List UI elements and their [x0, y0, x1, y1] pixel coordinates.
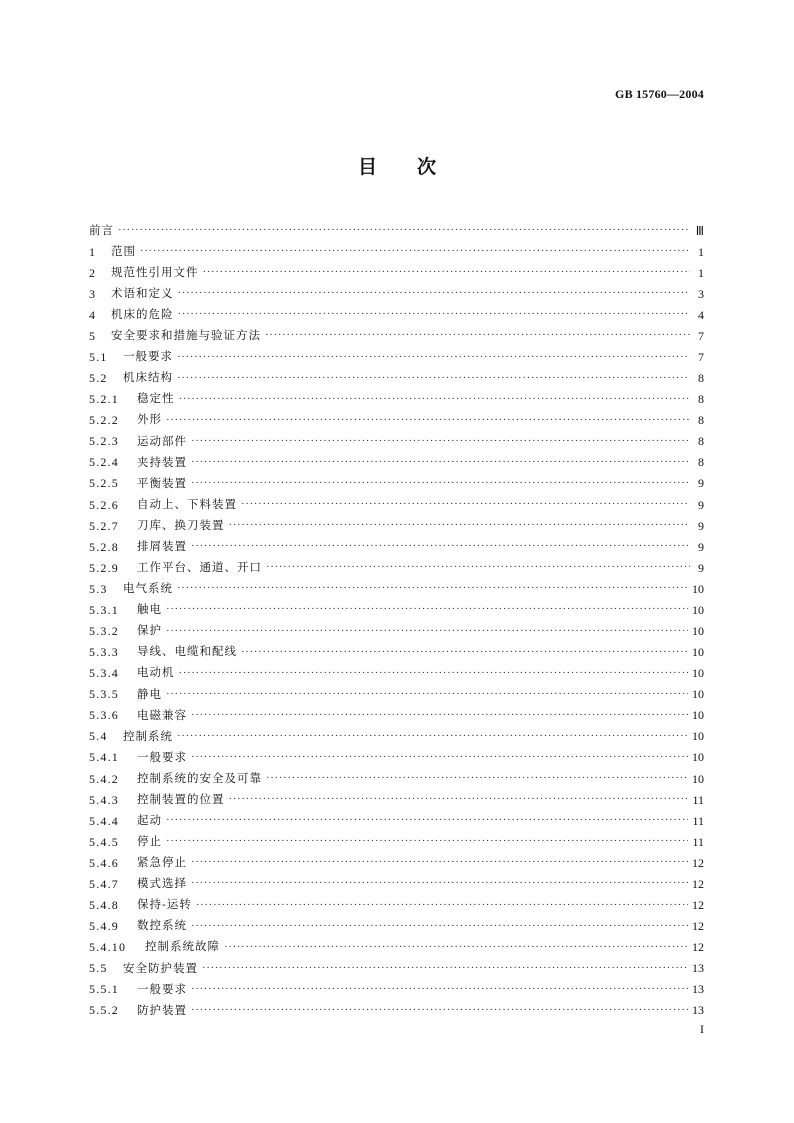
toc-dot-leader: [191, 878, 688, 889]
toc-entry-title: 自动上、下料装置: [137, 496, 237, 511]
toc-entry-number: 1: [89, 244, 97, 259]
toc-entry-number: 5.4.4: [89, 813, 119, 828]
toc-entry-number: 5.4.9: [89, 919, 119, 934]
toc-entry[interactable]: [89, 937, 704, 958]
toc-entry-number: 5.5.1: [89, 982, 119, 997]
toc-entry-number: 5.2.9: [89, 560, 119, 575]
toc-entry[interactable]: [89, 810, 704, 831]
toc-entry-page: 12: [692, 940, 704, 955]
toc-entry-number: 5.2.2: [89, 413, 119, 428]
toc-entry-title: 一般要求: [137, 981, 187, 996]
toc-entry-title: 机床的危险: [111, 307, 174, 322]
toc-entry-title: 控制系统故障: [145, 939, 220, 954]
toc-entry[interactable]: [89, 852, 704, 873]
toc-entry-title: 电磁兼容: [137, 707, 187, 722]
toc-dot-leader: [177, 352, 690, 363]
toc-entry[interactable]: [89, 599, 704, 620]
toc-dot-leader: [191, 710, 688, 721]
toc-entry[interactable]: [89, 346, 704, 367]
toc-entry-number: 5.3.4: [89, 666, 119, 681]
toc-dot-leader: [196, 900, 688, 911]
toc-dot-leader: [191, 984, 688, 995]
toc-entry-title: 夹持装置: [137, 454, 187, 469]
toc-entry-title: 平衡装置: [137, 475, 187, 490]
toc-entry-page: 1: [698, 244, 704, 259]
toc-entry-number: 3: [89, 286, 97, 301]
toc-entry-page: 9: [698, 476, 704, 491]
toc-entry-number: 5.4: [89, 729, 108, 744]
toc-entry-number: 2: [89, 265, 97, 280]
toc-entry-title: 电动机: [137, 665, 175, 680]
toc-dot-leader: [140, 246, 690, 257]
toc-dot-leader: [224, 942, 688, 953]
toc-entry[interactable]: [89, 431, 704, 452]
toc-entry-page: 9: [698, 497, 704, 512]
toc-entry-page: 13: [692, 1003, 704, 1018]
toc-entry-number: 5.4.6: [89, 855, 119, 870]
toc-entry-page: Ⅲ: [695, 223, 704, 238]
toc-entry-number: 5.2: [89, 371, 108, 386]
toc-entry-number: 5.4.1: [89, 750, 119, 765]
toc-dot-leader: [266, 562, 690, 573]
toc-entry-title: 工作平台、通道、开口: [137, 560, 262, 575]
toc-entry-page: 8: [698, 392, 704, 407]
toc-dot-leader: [203, 267, 691, 278]
toc-entry-page: 12: [692, 898, 704, 913]
toc-entry-number: 5.3: [89, 581, 108, 596]
toc-entry-title: 范围: [111, 243, 136, 258]
toc-entry-page: 12: [692, 876, 704, 891]
toc-entry-title: 一般要求: [137, 749, 187, 764]
toc-entry[interactable]: [89, 726, 704, 747]
toc-entry-page: 8: [698, 371, 704, 386]
toc-dot-leader: [178, 309, 691, 320]
toc-dot-leader: [191, 857, 688, 868]
toc-entry[interactable]: [89, 979, 704, 1000]
toc-dot-leader: [241, 647, 688, 658]
toc-entry-title: 运动部件: [137, 433, 187, 448]
toc-entry[interactable]: [89, 557, 704, 578]
toc-entry-number: 5.2.7: [89, 518, 119, 533]
toc-entry[interactable]: [89, 684, 704, 705]
toc-entry-number: 5.2.5: [89, 476, 119, 491]
toc-dot-leader: [191, 752, 688, 763]
toc-entry[interactable]: [89, 283, 704, 304]
toc-entry-number: 5.5: [89, 961, 108, 976]
toc-entry-page: 3: [698, 286, 704, 301]
toc-entry-number: 5.1: [89, 350, 108, 364]
toc-entry[interactable]: [89, 515, 704, 536]
page-footer-number: I: [700, 1022, 704, 1036]
toc-entry-number: 5.4.7: [89, 876, 119, 891]
toc-entry-page: 10: [692, 687, 704, 702]
toc-entry-title: 停止: [137, 834, 162, 849]
toc-entry-title: 外形: [137, 412, 162, 427]
toc-dot-leader: [166, 815, 688, 826]
toc-entry-page: 10: [692, 729, 704, 744]
toc-entry-number: 5: [89, 328, 97, 343]
toc-entry[interactable]: [89, 536, 704, 557]
toc-entry[interactable]: [89, 747, 704, 768]
toc-entry-page: 7: [698, 328, 704, 343]
toc-entry-title: 保护: [137, 623, 162, 638]
page-title: [0, 152, 794, 179]
toc-entry-page: 10: [692, 708, 704, 723]
toc-entry[interactable]: [89, 958, 704, 979]
toc-entry[interactable]: [89, 368, 704, 389]
toc-entry-number: 4: [89, 307, 97, 322]
toc-entry-number: 5.2.6: [89, 497, 119, 512]
toc-dot-leader: [191, 457, 690, 468]
toc-entry-page: 9: [698, 539, 704, 554]
toc-entry-title: 触电: [137, 602, 162, 617]
toc-entry-title: 数控系统: [137, 918, 187, 933]
toc-entry[interactable]: [89, 262, 704, 283]
toc-entry-number: 5.4.3: [89, 792, 119, 807]
toc-entry-title: 安全要求和措施与验证方法: [111, 328, 261, 343]
toc-entry-number: 5.3.5: [89, 687, 119, 702]
page-title-char-2: 次: [417, 156, 437, 178]
standard-number: GB 15760—2004: [615, 87, 704, 101]
toc-dot-leader: [191, 436, 690, 447]
table-of-contents: [89, 220, 704, 1021]
toc-entry-title: 控制系统: [123, 728, 173, 743]
toc-entry-number: 5.2.8: [89, 539, 119, 554]
toc-entry-page: 8: [698, 413, 704, 428]
toc-entry-title: 规范性引用文件: [111, 264, 199, 279]
toc-entry[interactable]: [89, 220, 704, 241]
toc-entry-page: 11: [692, 792, 704, 807]
toc-dot-leader: [229, 520, 691, 531]
toc-entry-page: 13: [692, 961, 704, 976]
toc-dot-leader: [191, 1005, 688, 1016]
toc-entry-page: 10: [692, 602, 704, 617]
toc-entry[interactable]: [89, 304, 704, 325]
toc-entry-number: 5.4.10: [89, 940, 127, 955]
toc-entry[interactable]: [89, 494, 704, 515]
toc-entry-page: 9: [698, 560, 704, 575]
toc-entry-number: 5.3.1: [89, 602, 119, 617]
toc-entry-number: 5.4.8: [89, 898, 119, 913]
toc-entry-title: 安全防护装置: [123, 960, 198, 975]
toc-entry[interactable]: [89, 1000, 704, 1021]
toc-entry-title: 机床结构: [123, 370, 173, 385]
toc-dot-leader: [265, 330, 690, 341]
toc-entry[interactable]: [89, 452, 704, 473]
toc-entry-page: 4: [698, 307, 704, 322]
toc-entry-title: 稳定性: [137, 391, 175, 406]
toc-entry-title: 保持-运转: [137, 897, 192, 912]
toc-dot-leader: [179, 394, 691, 405]
toc-entry-title: 控制系统的安全及可靠: [137, 770, 262, 785]
toc-entry-number: 5.2.3: [89, 434, 119, 449]
toc-dot-leader: [166, 689, 688, 700]
toc-entry-title: 刀库、换刀装置: [137, 517, 225, 532]
toc-dot-leader: [166, 604, 688, 615]
toc-dot-leader: [177, 583, 688, 594]
toc-entry-title: 紧急停止: [137, 855, 187, 870]
toc-entry-page: 8: [698, 455, 704, 470]
toc-dot-leader: [177, 731, 688, 742]
toc-dot-leader: [179, 668, 689, 679]
toc-entry[interactable]: [89, 642, 704, 663]
toc-dot-leader: [241, 499, 690, 510]
toc-entry[interactable]: [89, 916, 704, 937]
toc-entry[interactable]: [89, 389, 704, 410]
toc-dot-leader: [191, 921, 688, 932]
toc-dot-leader: [229, 794, 689, 805]
toc-entry-page: 11: [692, 834, 704, 849]
toc-entry[interactable]: [89, 663, 704, 684]
page-title-char-1: 目: [357, 156, 377, 178]
toc-entry-title: 防护装置: [137, 1002, 187, 1017]
toc-entry[interactable]: [89, 705, 704, 726]
toc-entry[interactable]: [89, 325, 704, 346]
toc-entry-number: 5.5.2: [89, 1003, 119, 1018]
toc-dot-leader: [166, 836, 688, 847]
toc-entry-page: 13: [692, 982, 704, 997]
toc-entry-number: 5.4.2: [89, 771, 119, 786]
toc-entry-page: 12: [692, 919, 704, 934]
toc-dot-leader: [266, 773, 688, 784]
toc-entry-page: 10: [692, 771, 704, 786]
toc-entry-title: 静电: [137, 686, 162, 701]
toc-entry-title: 排屑装置: [137, 538, 187, 553]
toc-entry-page: 12: [692, 855, 704, 870]
toc-entry[interactable]: [89, 620, 704, 641]
toc-dot-leader: [166, 626, 688, 637]
toc-entry[interactable]: [89, 241, 704, 262]
toc-entry[interactable]: [89, 410, 704, 431]
toc-entry[interactable]: [89, 578, 704, 599]
toc-entry[interactable]: [89, 789, 704, 810]
toc-entry-page: 10: [692, 581, 704, 596]
toc-entry[interactable]: [89, 473, 704, 494]
toc-entry-title: 导线、电缆和配线: [137, 644, 237, 659]
toc-entry-page: 10: [692, 624, 704, 639]
toc-entry-title: 电气系统: [123, 581, 173, 596]
toc-entry-page: 10: [692, 750, 704, 765]
toc-entry-page: 7: [698, 350, 704, 364]
toc-dot-leader: [177, 373, 690, 384]
toc-entry[interactable]: [89, 768, 704, 789]
toc-dot-leader: [118, 225, 690, 236]
toc-entry-number: 5.2.1: [89, 392, 119, 407]
toc-entry-title: 控制装置的位置: [137, 791, 225, 806]
toc-entry-number: 5.4.5: [89, 834, 119, 849]
toc-dot-leader: [191, 541, 690, 552]
toc-entry[interactable]: [89, 895, 704, 916]
toc-entry-page: 1: [698, 265, 704, 280]
toc-entry[interactable]: [89, 873, 704, 894]
toc-entry-page: 10: [692, 645, 704, 660]
toc-entry-page: 8: [698, 434, 704, 449]
toc-dot-leader: [166, 415, 690, 426]
toc-entry[interactable]: [89, 831, 704, 852]
toc-entry-title: 模式选择: [137, 876, 187, 891]
toc-entry-title: 术语和定义: [111, 286, 174, 301]
toc-entry-page: 10: [692, 666, 704, 681]
toc-entry-number: 5.2.4: [89, 455, 119, 470]
toc-entry-number: 5.3.3: [89, 645, 119, 660]
toc-entry-title: 起动: [137, 812, 162, 827]
toc-entry-number: 5.3.6: [89, 708, 119, 723]
toc-dot-leader: [202, 963, 688, 974]
toc-entry-number: 5.3.2: [89, 624, 119, 639]
toc-dot-leader: [178, 288, 691, 299]
toc-entry-title: 前言: [89, 222, 114, 237]
toc-dot-leader: [191, 478, 690, 489]
toc-entry-title: 一般要求: [123, 349, 173, 364]
toc-entry-page: 9: [698, 518, 704, 533]
toc-entry-page: 11: [692, 813, 704, 828]
